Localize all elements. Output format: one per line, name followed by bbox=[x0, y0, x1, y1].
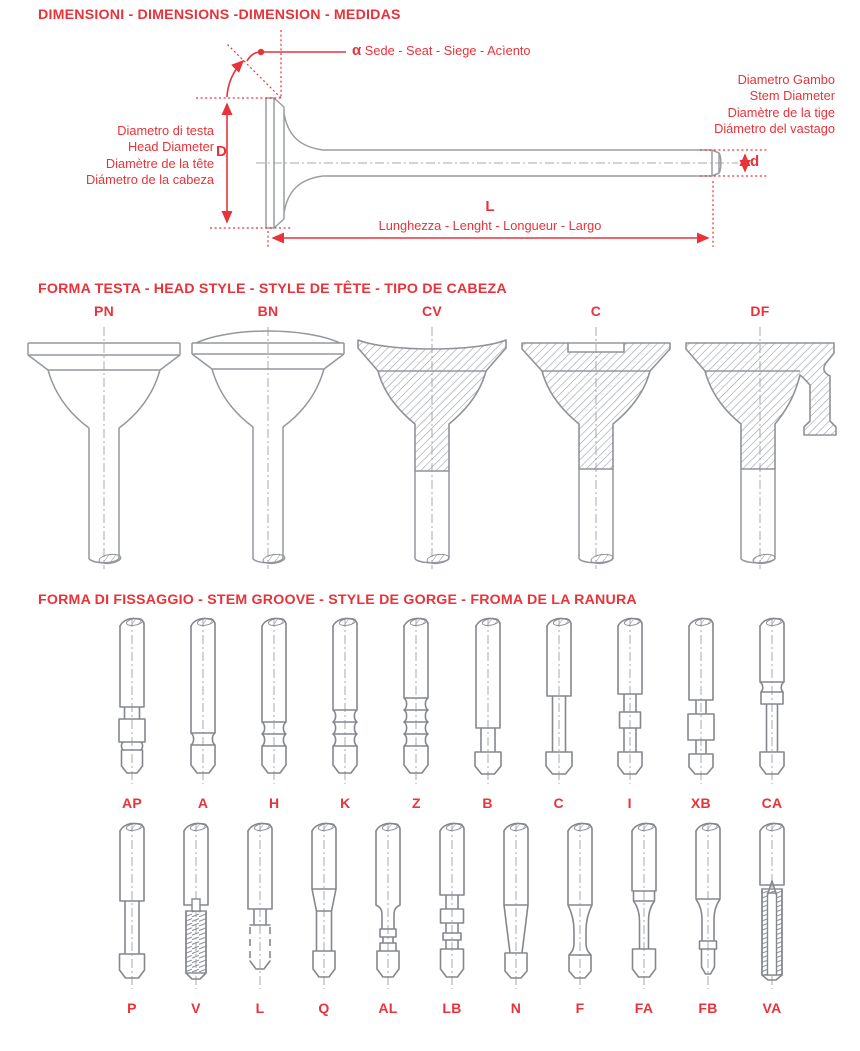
stem-groove-AP bbox=[100, 616, 164, 811]
seat-leader-dot bbox=[258, 49, 264, 55]
head-style-code: PN bbox=[93, 303, 115, 319]
head-style-code: CV bbox=[421, 303, 443, 319]
stem-groove-code: Q bbox=[318, 1000, 330, 1016]
seat-angle-arc bbox=[227, 61, 243, 97]
stem-groove-H bbox=[242, 616, 306, 811]
stem-groove-code: FB bbox=[698, 1000, 718, 1016]
head-diameter-symbol: D bbox=[216, 143, 227, 160]
stem-groove-code: FA bbox=[634, 1000, 654, 1016]
stem-groove-code: VA bbox=[762, 1000, 782, 1016]
head-style-drawing-PN bbox=[22, 323, 186, 573]
head-diameter-line: Diamètre de la tête bbox=[105, 155, 214, 171]
length-label: Lunghezza - Lenght - Longueur - Largo bbox=[378, 218, 602, 233]
head-diameter-line: Diámetro de la cabeza bbox=[85, 172, 214, 188]
alpha-symbol: α bbox=[352, 42, 362, 59]
stem-groove-A bbox=[171, 616, 235, 811]
head-diameter-line: Head Diameter bbox=[127, 139, 214, 155]
stem-groove-CA bbox=[740, 616, 804, 811]
stem-groove-code: C bbox=[553, 795, 564, 811]
stem-groove-code: AL bbox=[378, 1000, 398, 1016]
stem-groove-VA bbox=[740, 821, 804, 1016]
dimensions-section bbox=[0, 0, 860, 265]
head-style-drawing-BN bbox=[186, 323, 350, 573]
stem-groove-code: V bbox=[191, 1000, 201, 1016]
stem-groove-code: CA bbox=[761, 795, 783, 811]
stem-groove-P bbox=[100, 821, 164, 1016]
head-style-drawing-C bbox=[514, 323, 678, 573]
stem-groove-code: LB bbox=[442, 1000, 462, 1016]
head-diameter-line: Diametro di testa bbox=[117, 123, 214, 138]
length-symbol: L bbox=[485, 198, 495, 215]
stem-diameter-symbol: d bbox=[750, 153, 760, 170]
stem-grooves-section bbox=[0, 592, 860, 1016]
stem-groove-F bbox=[548, 821, 612, 1016]
stem-groove-N bbox=[484, 821, 548, 1016]
stem-groove-code: K bbox=[340, 795, 351, 811]
dimensions-title: DIMENSIONI - DIMENSIONS -DIMENSION - MEDIDAS bbox=[38, 7, 401, 23]
stem-groove-code: Z bbox=[412, 795, 421, 811]
head-style-drawing-CV bbox=[350, 323, 514, 573]
head-style-CV bbox=[350, 303, 514, 578]
head-styles-section bbox=[0, 281, 860, 578]
stem-groove-code: XB bbox=[690, 795, 711, 811]
stem-groove-L bbox=[228, 821, 292, 1016]
seat-label bbox=[352, 43, 531, 59]
stem-groove-code: A bbox=[197, 795, 209, 811]
stem-groove-B bbox=[456, 616, 520, 811]
stem-groove-K bbox=[313, 616, 377, 811]
head-style-C bbox=[514, 303, 678, 578]
stem-groove-Q bbox=[292, 821, 356, 1016]
head-diameter-label bbox=[86, 123, 214, 189]
head-style-DF bbox=[678, 303, 842, 578]
stem-groove-code: P bbox=[127, 1000, 137, 1016]
stem-groove-code: N bbox=[510, 1000, 522, 1016]
stem-groove-FA bbox=[612, 821, 676, 1016]
stem-groove-I bbox=[598, 616, 662, 811]
stem-groove-Z bbox=[384, 616, 448, 811]
stem-diameter-label bbox=[714, 72, 835, 138]
length-symbol-wrap bbox=[280, 198, 700, 216]
stem-groove-code: L bbox=[255, 1000, 265, 1016]
head-styles-title: FORMA TESTA - HEAD STYLE - STYLE DE TÊTE - TIPO DE CABEZA bbox=[38, 281, 507, 297]
head-style-code: C bbox=[590, 303, 602, 319]
stem-grooves-row-1 bbox=[100, 616, 804, 811]
stem-groove-code: F bbox=[575, 1000, 585, 1016]
stem-grooves-row-2 bbox=[100, 821, 804, 1016]
stem-groove-code: AP bbox=[121, 795, 143, 811]
head-style-drawing-DF bbox=[678, 323, 842, 573]
head-style-BN bbox=[186, 303, 350, 578]
stem-diameter-line: Stem Diameter bbox=[749, 88, 835, 104]
seat-label-text: Sede - Seat - Siege - Acìento bbox=[364, 43, 531, 58]
stem-groove-LB bbox=[420, 821, 484, 1016]
stem-groove-FB bbox=[676, 821, 740, 1016]
stem-diameter-line: Diámetro del vastago bbox=[714, 121, 835, 137]
stem-groove-C bbox=[527, 616, 591, 811]
head-styles-row bbox=[0, 303, 860, 578]
stem-groove-AL bbox=[356, 821, 420, 1016]
head-style-PN bbox=[22, 303, 186, 578]
stem-groove-V bbox=[164, 821, 228, 1016]
stem-groove-code: I bbox=[627, 795, 632, 811]
head-style-code: BN bbox=[257, 303, 279, 319]
stem-groove-code: H bbox=[269, 795, 280, 811]
stem-diameter-line: Diamètre de la tige bbox=[727, 104, 835, 120]
head-style-code: DF bbox=[750, 303, 770, 319]
stem-diameter-line: Diametro Gambo bbox=[737, 72, 835, 87]
stem-groove-code: B bbox=[482, 795, 493, 811]
stem-groove-XB bbox=[669, 616, 733, 811]
stem-grooves-title: FORMA DI FISSAGGIO - STEM GROOVE - STYLE DE GORGE - FROMA DE LA RANURA bbox=[38, 592, 637, 608]
